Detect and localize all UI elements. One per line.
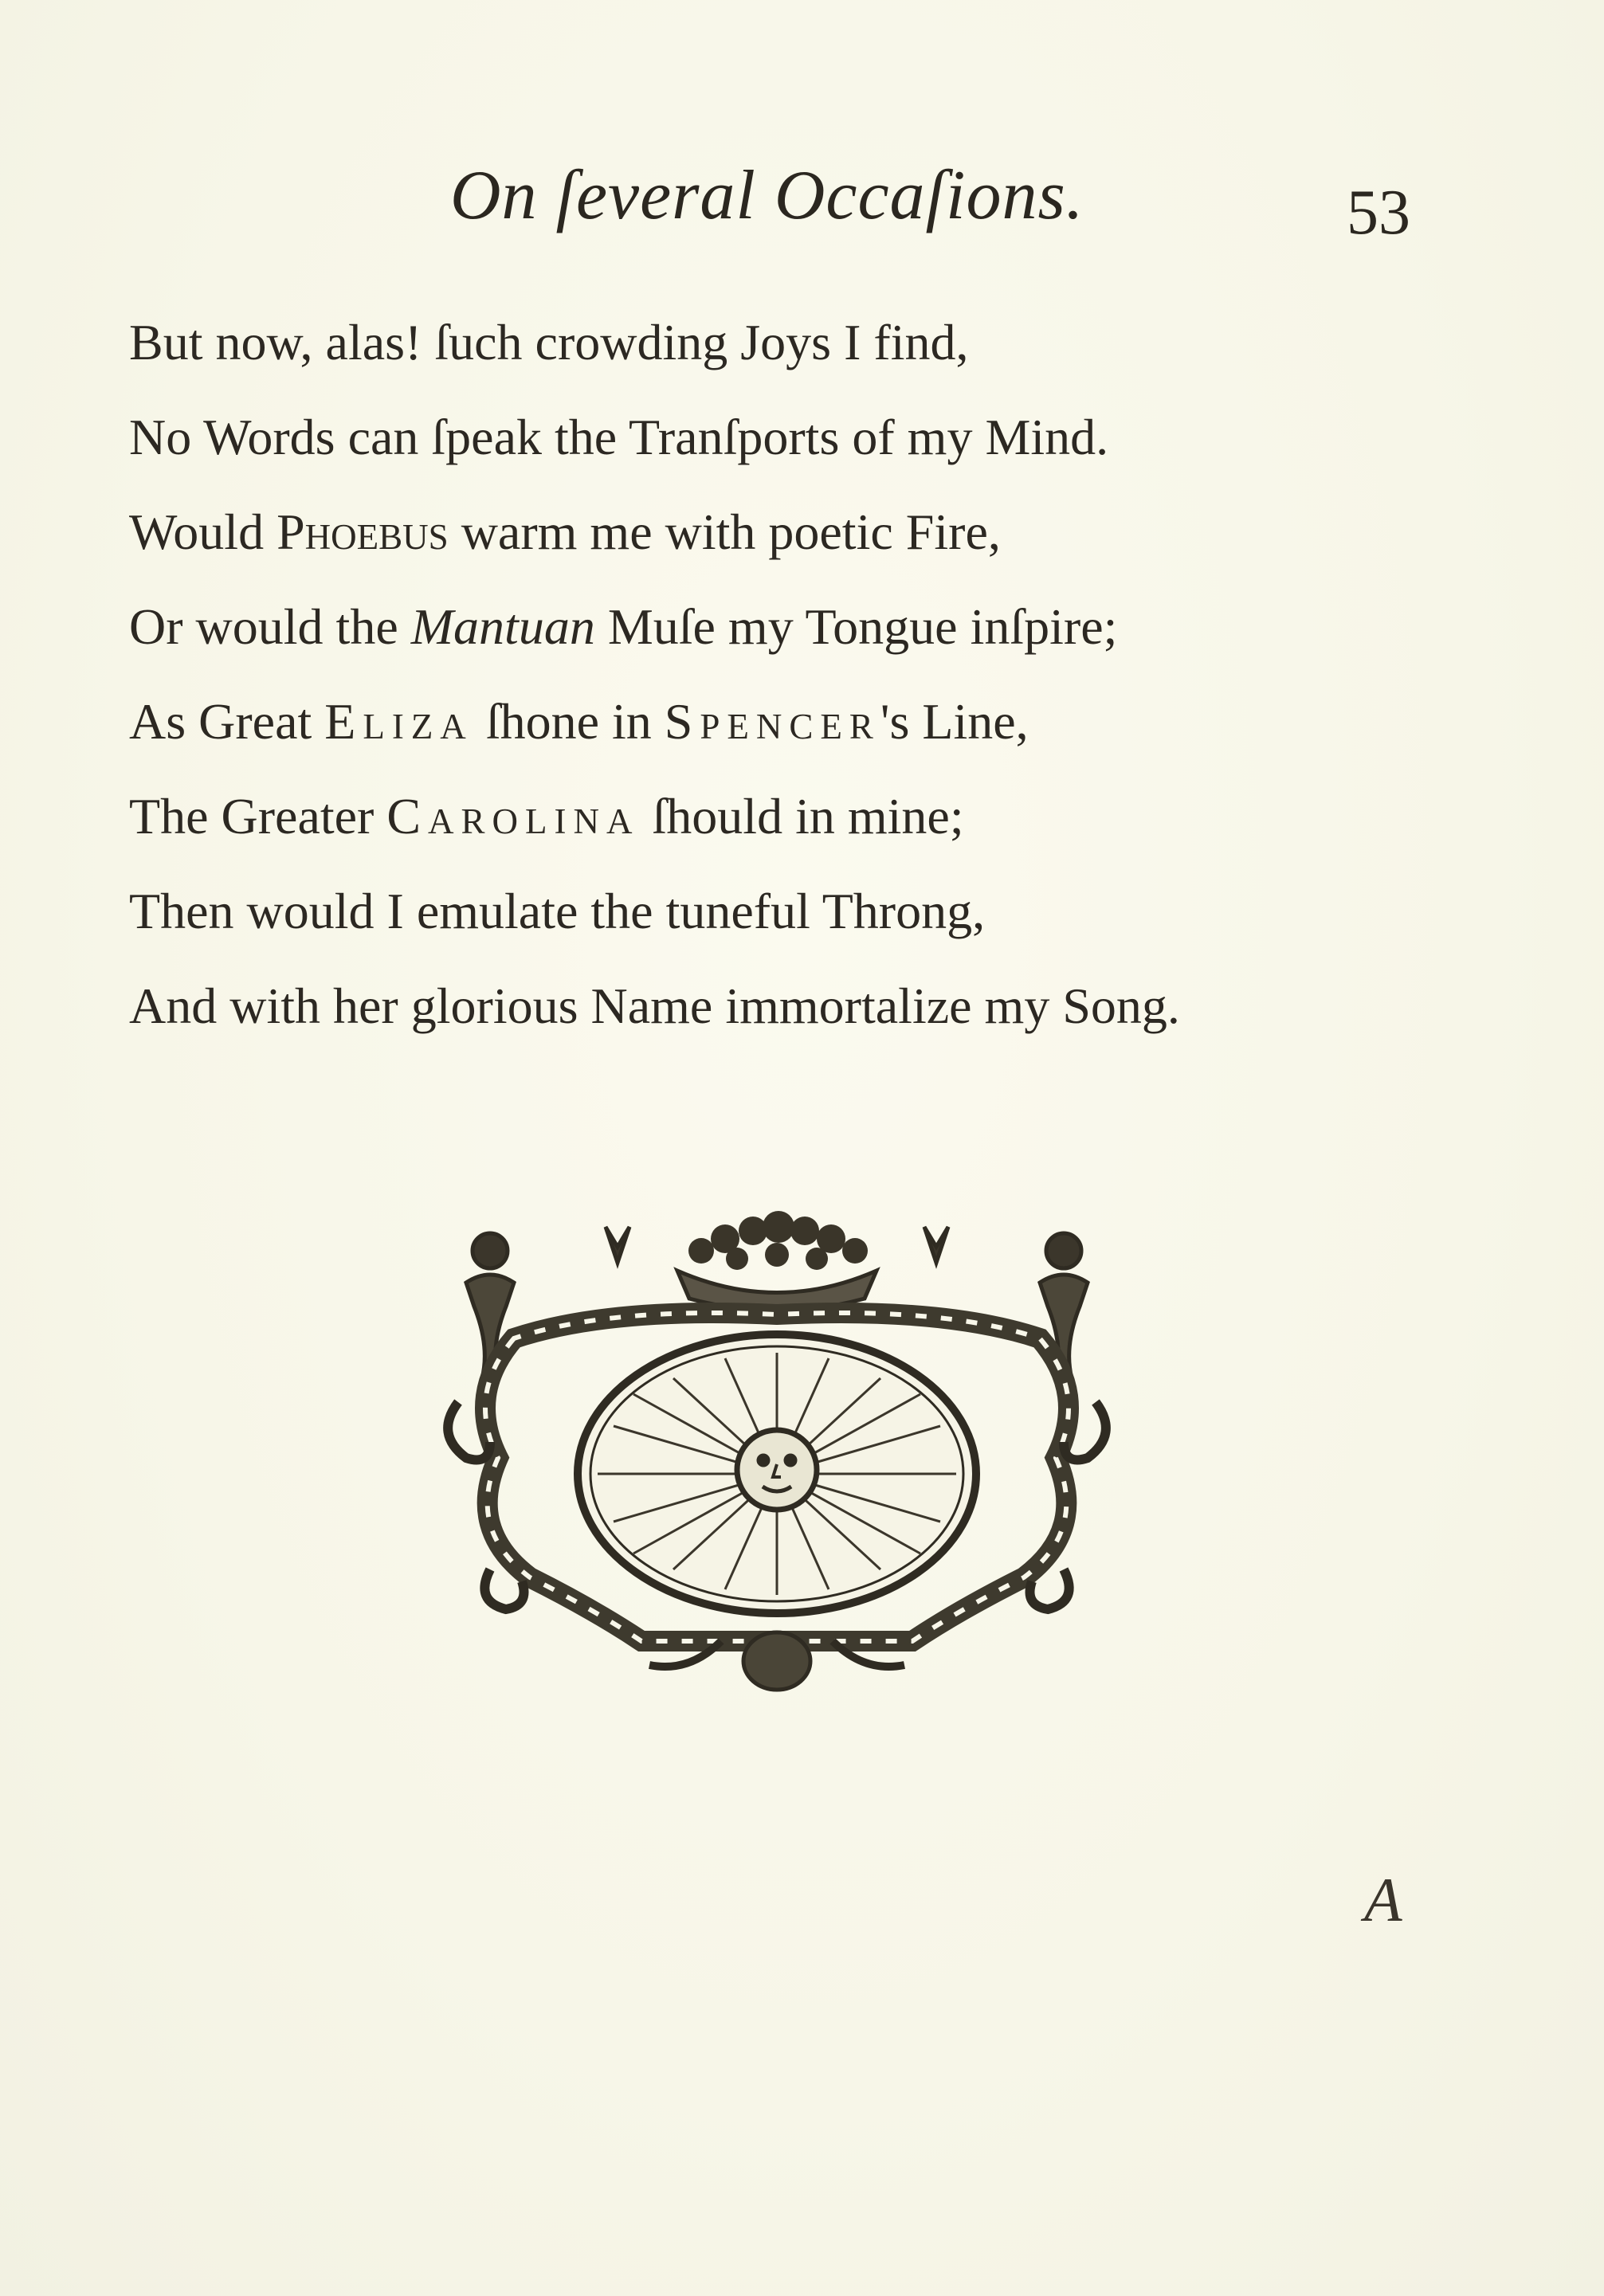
catchword: A [1364, 1865, 1402, 1934]
verse-text: 's Line, [880, 693, 1029, 750]
proper-name-spencer: Spencer [664, 693, 880, 750]
verse-line-8: And with her glorious Name immortalize my Song. [129, 978, 1180, 1034]
verse-line-1: But now, alas! ſuch crowding Joys I find, [129, 314, 969, 370]
verse-line-7: Then would I emulate the tuneful Throng, [129, 883, 986, 939]
verse-text: Or would the [129, 598, 411, 655]
verse-line-5 [129, 674, 1404, 769]
verse-text: Would [129, 503, 277, 560]
page-number: 53 [1347, 178, 1410, 248]
proper-name-carolina: Carolina [386, 788, 640, 844]
proper-name-phoebus: Phoebus [276, 503, 449, 560]
verse-line-2: No Words can ſpeak the Tranſports of my Mind. [129, 409, 1109, 465]
verse-text: As Great [129, 693, 325, 750]
verse-text: warm me with poetic Fire, [448, 503, 1001, 560]
verse-line-4 [129, 579, 1404, 674]
verse-line-6 [129, 769, 1404, 864]
sun-face-cartouche-icon [434, 1195, 1120, 1705]
running-title: On ſeveral Occaſions. [450, 157, 1084, 234]
verse-text: ſhould in mine; [639, 788, 964, 844]
verse-text: The Greater [129, 788, 387, 844]
verse-line-3 [129, 484, 1404, 579]
verse-text: Muſe my Tongue inſpire; [594, 598, 1118, 655]
verse-text: ſhone in [473, 693, 665, 750]
proper-name-eliza: Eliza [324, 693, 473, 750]
proper-name-mantuan: Mantuan [410, 598, 595, 655]
poem-verse [129, 295, 1404, 1053]
